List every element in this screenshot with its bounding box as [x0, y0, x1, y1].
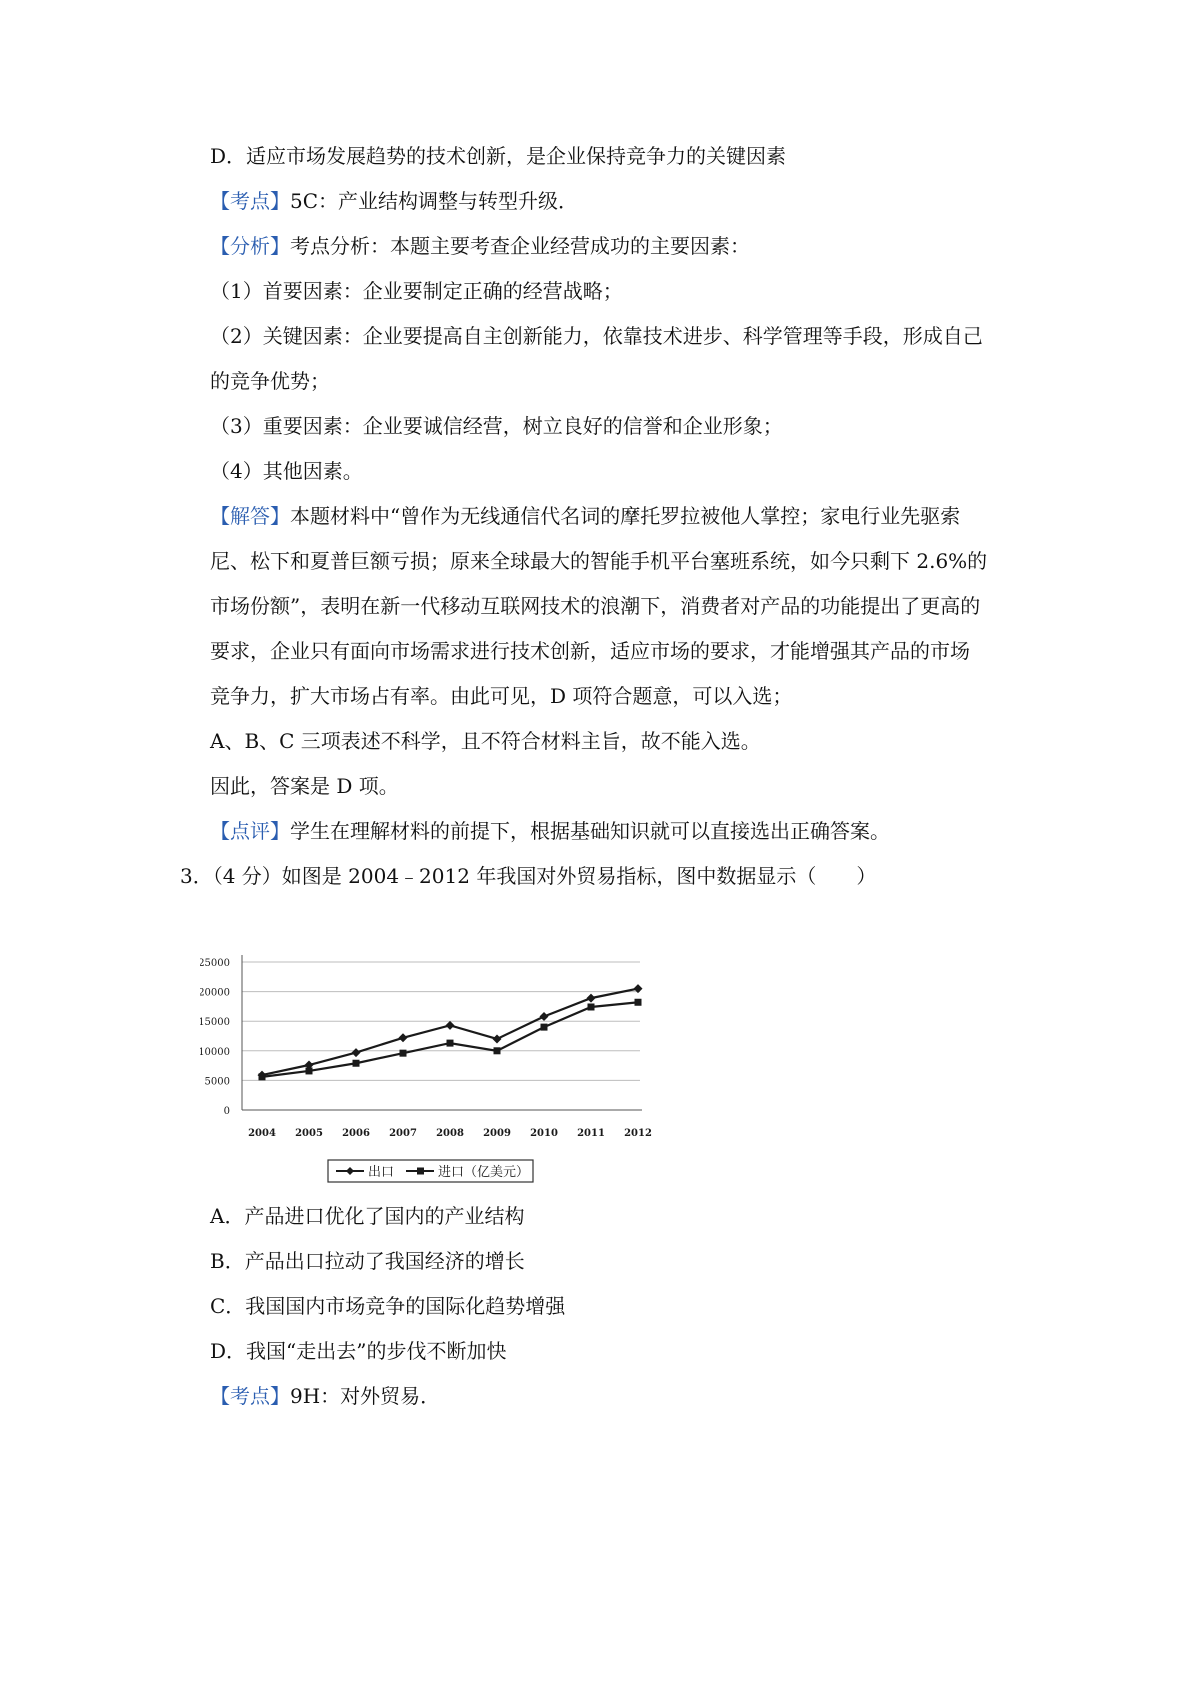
data-point-export — [399, 1033, 408, 1042]
x-tick-label: 2007 — [389, 1128, 417, 1139]
x-tick-label: 2006 — [342, 1128, 370, 1139]
data-point-import — [541, 1024, 548, 1031]
x-tick-label: 2011 — [577, 1128, 605, 1139]
option-b: B．产品出口拉动了我国经济的增长 — [210, 1249, 525, 1273]
jieda-line-4: 要求，企业只有面向市场需求进行技术创新，适应市场的要求，才能增强其产品的市场 — [210, 639, 970, 663]
x-tick-label: 2012 — [624, 1128, 652, 1139]
legend-marker-import — [417, 1168, 424, 1175]
jieda-line-7: 因此，答案是 D 项。 — [210, 774, 399, 798]
dianping-text: 学生在理解材料的前提下，根据基础知识就可以直接选出正确答案。 — [290, 819, 890, 843]
option-c: C．我国国内市场竞争的国际化趋势增强 — [210, 1294, 566, 1318]
data-point-export — [540, 1012, 549, 1021]
data-point-export — [446, 1021, 455, 1030]
trade-line-chart — [200, 955, 700, 1285]
data-point-import — [259, 1073, 266, 1080]
jieda-line-5: 竞争力，扩大市场占有率。由此可见，D 项符合题意，可以入选； — [210, 684, 793, 708]
q3-kaodian-tag: 【考点】 — [210, 1384, 290, 1408]
data-point-import — [400, 1050, 407, 1057]
y-tick-label: 5000 — [204, 1076, 230, 1088]
x-tick-label: 2005 — [295, 1128, 323, 1139]
fenxi-tag: 【分析】 — [210, 234, 290, 258]
jieda-tag: 【解答】 — [210, 504, 290, 528]
x-tick-label: 2010 — [530, 1128, 558, 1139]
y-tick-label: 10000 — [200, 1046, 230, 1058]
kaodian-tag: 【考点】 — [210, 189, 290, 213]
x-tick-label: 2008 — [436, 1128, 464, 1139]
prev-option-d: D．适应市场发展趋势的技术创新，是企业保持竞争力的关键因素 — [210, 144, 787, 168]
kaodian-text: 5C：产业结构调整与转型升级． — [290, 189, 579, 213]
series-line-export — [262, 989, 638, 1075]
q3-kaodian-text: 9H：对外贸易． — [290, 1384, 441, 1408]
data-point-import — [588, 1003, 595, 1010]
jieda-text-1: 本题材料中“曾作为无线通信代名词的摩托罗拉被他人掌控；家电行业先驱索 — [290, 504, 961, 528]
data-point-import — [306, 1067, 313, 1074]
analysis-point-3: （3）重要因素：企业要诚信经营，树立良好的信誉和企业形象； — [210, 414, 783, 438]
dianping-tag: 【点评】 — [210, 819, 290, 843]
trade-chart — [200, 955, 700, 1285]
data-point-export — [587, 994, 596, 1003]
option-a: A．产品进口优化了国内的产业结构 — [210, 1204, 525, 1228]
legend-label-export: 出口 — [368, 1165, 395, 1180]
series-line-import — [262, 1002, 638, 1077]
data-point-export — [352, 1048, 361, 1057]
y-tick-label: 20000 — [200, 987, 230, 999]
fenxi-line — [210, 232, 1030, 260]
y-tick-label: 0 — [223, 1106, 230, 1117]
q3-kaodian-line — [210, 1382, 1030, 1410]
y-tick-label: 15000 — [200, 1017, 230, 1029]
fenxi-text: 考点分析：本题主要考查企业经营成功的主要因素： — [290, 234, 750, 258]
data-point-import — [353, 1060, 360, 1067]
jieda-line-1 — [210, 502, 1030, 530]
jieda-line-3: 市场份额”，表明在新一代移动互联网技术的浪潮下，消费者对产品的功能提出了更高的 — [210, 594, 981, 618]
legend-label-import: 进口（亿美元） — [438, 1165, 530, 1180]
option-d: D．我国“走出去”的步伐不断加快 — [210, 1339, 507, 1363]
dianping-line — [210, 817, 1030, 845]
jieda-line-6: A、B、C 三项表述不科学，且不符合材料主旨，故不能入选。 — [210, 729, 761, 753]
y-tick-label: 25000 — [200, 958, 230, 969]
question-3-stem: 3．（4 分）如图是 2004﹣2012 年我国对外贸易指标，图中数据显示（ ） — [180, 864, 877, 888]
kaodian-line — [210, 187, 1030, 215]
analysis-point-2a: （2）关键因素：企业要提高自主创新能力，依靠技术进步、科学管理等手段，形成自己 — [210, 324, 983, 348]
data-point-import — [494, 1047, 501, 1054]
analysis-point-1: （1）首要因素：企业要制定正确的经营战略； — [210, 279, 623, 303]
x-tick-label: 2009 — [483, 1128, 511, 1139]
analysis-point-4: （4）其他因素。 — [210, 459, 363, 483]
x-tick-label: 2004 — [248, 1128, 276, 1139]
jieda-line-2: 尼、松下和夏普巨额亏损；原来全球最大的智能手机平台塞班系统，如今只剩下 2.6%的 — [210, 549, 988, 573]
analysis-point-2b: 的竞争优势； — [210, 369, 330, 393]
data-point-import — [447, 1040, 454, 1047]
data-point-export — [493, 1034, 502, 1043]
data-point-import — [635, 999, 642, 1006]
